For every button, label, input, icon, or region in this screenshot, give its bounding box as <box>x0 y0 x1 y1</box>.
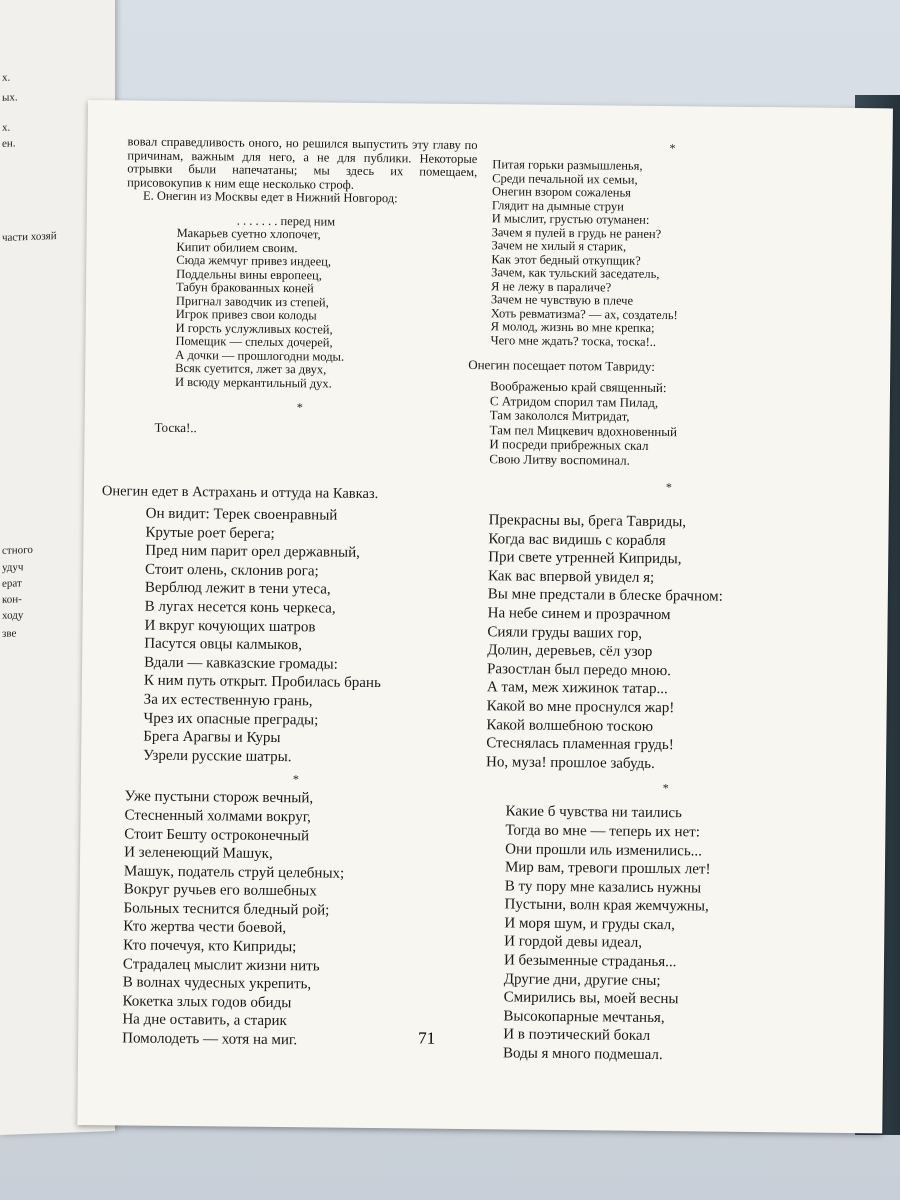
verse-line: Свою Литву воспоминал. <box>489 450 631 468</box>
verse-line: В лугах несется конь черкеса, <box>144 598 336 617</box>
verse-line: Разостлан был передо мною. <box>486 660 672 679</box>
verse-line: И посреди прибрежных скал <box>489 436 649 453</box>
side-fragment: кон- <box>2 593 22 606</box>
side-fragment: ерат <box>2 577 22 590</box>
verse-line: Я не лежу в параличе? <box>491 278 612 294</box>
toska-line: Тоска!.. <box>154 419 197 436</box>
verse-line: На небе синем и прозрачном <box>487 605 671 624</box>
right-column <box>468 139 853 1066</box>
verse-line: Там закололся Митридат, <box>489 407 630 424</box>
verse-line: И гордой девы идеал, <box>504 933 643 952</box>
verse-beshtu <box>118 788 471 1052</box>
verse-line: Всяк суетится, лжет за двух, <box>175 360 327 377</box>
verse-line: Он видит: Терек своенравный <box>145 505 338 524</box>
verse-line: И всюду меркантильный дух. <box>174 374 332 391</box>
verse-line: Я молод, жизнь во мне крепка; <box>490 319 655 335</box>
verse-line: Помещик — спелых дочерей, <box>175 333 333 350</box>
verse-line: Пустыни, волн края жемчужны, <box>504 896 709 915</box>
side-fragment: х. <box>2 71 11 84</box>
verse-line: Какие б чувства ни таились <box>505 803 683 822</box>
side-fragment: х. <box>2 121 11 134</box>
verse-feelings <box>483 803 846 1067</box>
verse-line: Сюда жемчуг привез индеец, <box>176 252 332 269</box>
verse-line: Машук, податель струй целебных; <box>123 863 345 882</box>
verse-line: Мир вам, тревоги прошлых лет! <box>504 859 711 878</box>
intro-prose: вовал справедливость оного, но решился выпустить эту главу по причинам, важным для него, а не для публики. Некоторые отрывки были напечатаны; мы здесь их помещаем, присовокупив к ним еще несколько строф. <box>127 134 478 192</box>
verse-line: Стесненный холмами вокруг, <box>124 807 312 826</box>
verse-line: Там пел Мицкевич вдохновенный <box>489 421 678 439</box>
left-column <box>101 134 478 1051</box>
verse-line: И зеленеющий Машук, <box>124 844 273 863</box>
verse-line: Как этот бедный откупщик? <box>491 251 641 268</box>
star-separator: * <box>669 141 676 156</box>
verse-line: Узрели русские шатры. <box>143 747 292 765</box>
verse-line: Высокопарные мечтанья, <box>503 1008 665 1026</box>
verse-line: Другие дни, другие сны; <box>503 971 661 989</box>
verse-line: . . . . . . . перед ним <box>236 213 336 229</box>
side-fragment: ых. <box>2 91 18 104</box>
intro-prose-2: Е. Онегин из Москвы едет в Нижний Новгород: <box>142 188 398 206</box>
verse-line: И в поэтический бокал <box>503 1026 651 1045</box>
verse-line: При свете утренней Киприды, <box>488 549 682 568</box>
verse-line: А там, меж хижинок татар... <box>486 679 668 698</box>
side-fragment: удуч <box>2 561 24 574</box>
verse-line: Какой волшебною тоскою <box>486 716 654 735</box>
verse-tavrida <box>489 379 850 470</box>
section-heading-tavrida: Онегин посещает потом Тавриду: <box>468 356 655 374</box>
verse-line: Прекрасны вы, брега Тавриды, <box>488 512 687 531</box>
side-fragment: ходу <box>2 609 24 622</box>
verse-line: И вкруг кочующих шатров <box>144 617 316 635</box>
verse-line: Зачем не чувствую в плече <box>490 292 634 308</box>
verse-line: Когда вас видишь с корабля <box>488 530 666 549</box>
verse-line: Воображенью край священный: <box>489 378 667 396</box>
verse-line: Стеснялась пламенная грудь! <box>486 735 674 754</box>
verse-line: К ним путь открыт. Пробилась брань <box>143 672 381 692</box>
verse-line: В ту пору мне казались нужны <box>504 878 702 897</box>
verse-line: Тогда во мне — теперь их нет: <box>505 822 701 841</box>
verse-line: С Атридом спорил там Пилад, <box>489 392 659 410</box>
verse-line: Зачем, как тульский заседатель, <box>491 265 660 281</box>
verse-line: И горсть услужливых костей, <box>175 320 333 337</box>
side-fragment: стного <box>2 543 33 557</box>
verse-line: Табун бракованных коней <box>175 279 314 296</box>
verse-line: Стоит олень, склонив рога; <box>145 561 319 580</box>
verse-line: Брега Арагвы и Куры <box>143 728 281 747</box>
section-heading-caucasus: Онегин едет в Астрахань и оттуда на Кавказ. <box>101 483 379 503</box>
verse-terek <box>121 504 474 768</box>
verse-line: Больных теснится бледный рой; <box>123 900 330 919</box>
verse-line: Чего мне ждать? тоска, тоска!.. <box>490 332 657 349</box>
verse-line: Зачем я пулей в грудь не ранен? <box>491 224 662 241</box>
verse-line: Поддельны вины европеец, <box>176 266 322 282</box>
verse-line: Кто почечуя, кто Киприды; <box>123 937 297 956</box>
verse-line: На дне оставить, а старик <box>122 1011 287 1030</box>
verse-line: Страдалец мыслит жизни нить <box>122 956 320 975</box>
verse-line: Среди печальной их семьи, <box>492 170 638 187</box>
side-fragment: звe <box>2 627 17 640</box>
verse-line: Кипит обилием своим. <box>176 239 298 255</box>
verse-line: Вы мне предстали в блеске брачном: <box>487 586 723 606</box>
verse-line: Как вас впервой увидел я; <box>487 567 655 586</box>
verse-line: Кто жертва чести боевой, <box>123 918 287 937</box>
verse-line: Игрок привез свои колоды <box>175 306 317 323</box>
verse-line: Питая горьки размышленья, <box>492 157 643 173</box>
verse-line: Хоть ревматизма? — ах, создатель! <box>490 305 678 322</box>
verse-line: И безыменные страданья... <box>503 952 677 971</box>
verse-line: Долин, деревьев, сёл узор <box>487 642 653 661</box>
verse-line: Вокруг ручьев его волшебных <box>123 881 317 900</box>
verse-line: Пред ним парит орел державный, <box>145 542 361 562</box>
star-separator: * <box>662 781 669 796</box>
verse-makaryev <box>125 213 477 392</box>
verse-line: Кокетка злых годов обиды <box>122 993 292 1012</box>
verse-line: Вдали — кавказские громады: <box>144 654 338 673</box>
star-separator: * <box>665 480 673 495</box>
verse-line: Какой во мне проснулся жар! <box>486 698 675 717</box>
side-fragment: части хозяй <box>2 230 57 244</box>
verse-line: Помолодеть — хотя на миг. <box>122 1030 298 1049</box>
verse-shores <box>486 511 849 775</box>
verse-line: Но, муза! прошлое забудь. <box>486 753 655 772</box>
verse-line: Зачем не хилый я старик, <box>491 238 627 254</box>
verse-line: Глядит на дымные струи <box>491 197 624 214</box>
verse-line: Смирились вы, моей весны <box>503 989 679 1008</box>
verse-line: Сияли груды ваших гор, <box>487 623 643 642</box>
verse-line: И мыслит, грустью отуманен: <box>491 211 650 227</box>
verse-line: Макарьев суетно хлопочет, <box>176 225 321 242</box>
verse-line: Верблюд лежит в тени утеса, <box>144 579 331 598</box>
verse-line: Уже пустыни сторож вечный, <box>124 788 314 807</box>
verse-line: Воды я много подмешал. <box>502 1045 663 1064</box>
verse-line: За их естественную грань, <box>143 691 313 710</box>
verse-line: Пасутся овцы калмыков, <box>144 635 303 654</box>
star-separator: * <box>292 772 299 787</box>
verse-line: Стоит Бешту остроконечный <box>124 825 310 844</box>
verse-line: Пригнал заводчик из степей, <box>175 293 329 310</box>
book-page <box>77 100 893 1133</box>
verse-line: И моря шум, и груды скал, <box>504 915 676 934</box>
verse-line: В волнах чудесных укрепить, <box>122 974 312 993</box>
verse-line: Чрез их опасные преграды; <box>143 710 319 728</box>
verse-reflections <box>490 158 852 351</box>
verse-line: Они прошли иль изменились... <box>505 840 703 859</box>
side-fragment: ен. <box>2 137 16 150</box>
verse-line: Крутые роет берега; <box>145 524 275 542</box>
verse-line: Онегин взором сожаленья <box>491 184 632 200</box>
page-number: 71 <box>418 1028 436 1048</box>
star-separator: * <box>296 400 303 415</box>
verse-line: А дочки — прошлогодни моды. <box>175 347 345 364</box>
